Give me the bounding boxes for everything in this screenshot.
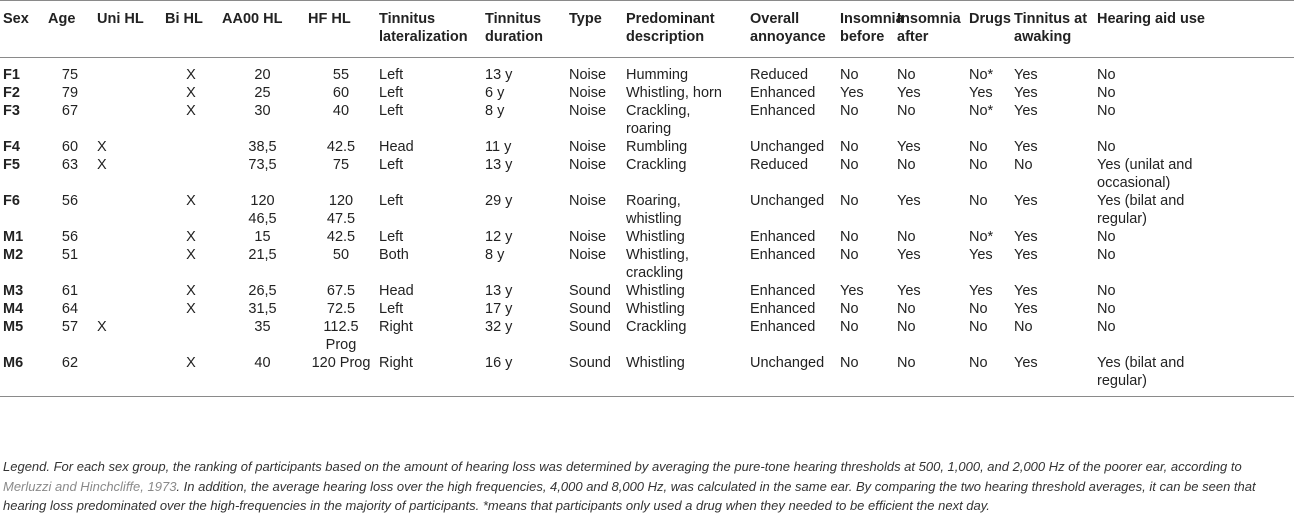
- cell-bi-hl: X: [186, 283, 196, 299]
- cell-type: Sound: [566, 354, 623, 397]
- cell-age: 67: [61, 103, 79, 119]
- cell-drugs: No*: [969, 103, 994, 119]
- legend-text-start: Legend. For each sex group, the ranking of participants based on the amount of hearing loss was determined by averaging the pure-tone hearing thresholds at 500, 1,000, and 2,000 Hz of the poorer ear, according to: [3, 459, 1242, 474]
- cell-uni-hl: [94, 84, 162, 102]
- cell-annoyance: Enhanced: [750, 319, 816, 335]
- cell-tinnitus-at-awaking: Yes: [1014, 67, 1038, 83]
- cell-hf-hl: 75: [332, 157, 350, 173]
- cell-duration: 12 y: [485, 229, 513, 245]
- cell-hf-hl: 50: [332, 247, 350, 263]
- cell-lateralization: Head: [379, 139, 414, 155]
- cell-uni-hl: [94, 102, 162, 138]
- cell-lateralization: Left: [379, 301, 404, 317]
- cell-lateralization: Head: [379, 283, 414, 299]
- cell-description: Crackling, roaring: [626, 103, 691, 137]
- cell-annoyance: Unchanged: [747, 354, 837, 397]
- cell-hf-hl: 120 Prog: [305, 354, 376, 397]
- column-header-uni-hl: Uni HL: [94, 1, 162, 58]
- cell-insomnia-before: No: [840, 157, 859, 173]
- cell-type: Noise: [569, 247, 607, 263]
- cell-hf-hl: 120 47.5: [326, 193, 356, 227]
- cell-age: 61: [61, 283, 79, 299]
- cell-hf-hl: 42.5: [326, 229, 356, 245]
- cell-insomnia-after: Yes: [897, 85, 921, 101]
- cell-duration: 13 y: [485, 67, 513, 83]
- cell-hearing-aid-use: No: [1097, 67, 1116, 83]
- column-header-type: Type: [566, 1, 623, 58]
- cell-age: 57: [61, 319, 79, 335]
- cell-annoyance: Reduced: [750, 157, 809, 173]
- cell-type: Noise: [569, 157, 607, 173]
- cell-hearing-aid-use: No: [1097, 139, 1116, 155]
- cell-bi-hl: X: [186, 85, 196, 101]
- cell-insomnia-before: No: [840, 229, 859, 245]
- table-row: [0, 138, 1294, 156]
- cell-annoyance: Enhanced: [750, 103, 816, 119]
- cell-duration: 13 y: [485, 283, 513, 299]
- cell-tinnitus-at-awaking: No: [1014, 319, 1033, 335]
- cell-duration: 6 y: [485, 85, 505, 101]
- cell-uni-hl: [94, 192, 162, 228]
- cell-bi-hl: [162, 138, 219, 156]
- cell-hearing-aid-use: Yes (unilat and occasional): [1097, 157, 1193, 191]
- cell-sex: F6: [3, 193, 20, 209]
- table-row: [0, 246, 1294, 282]
- cell-type: Sound: [569, 301, 611, 317]
- cell-aa00-hl: 40: [219, 354, 305, 397]
- cell-aa00-hl: 38,5: [248, 139, 277, 155]
- cell-type: Noise: [569, 67, 607, 83]
- cell-tinnitus-at-awaking: Yes: [1014, 103, 1038, 119]
- cell-bi-hl: X: [162, 354, 219, 397]
- cell-sex: M6: [0, 354, 45, 397]
- cell-lateralization: Left: [379, 193, 404, 209]
- cell-hf-hl: 72.5: [326, 301, 356, 317]
- column-header-insomnia-after: Insomnia after: [894, 1, 966, 58]
- cell-aa00-hl: 15: [254, 229, 271, 245]
- cell-hf-hl: 67.5: [326, 283, 356, 299]
- cell-uni-hl: X: [97, 157, 107, 173]
- cell-hearing-aid-use: No: [1097, 247, 1116, 263]
- cell-tinnitus-at-awaking: Yes: [1014, 283, 1038, 299]
- cell-type: Noise: [569, 139, 607, 155]
- cell-aa00-hl: 35: [254, 319, 271, 335]
- cell-hearing-aid-use: No: [1097, 103, 1116, 119]
- cell-drugs: No*: [969, 229, 994, 245]
- cell-hf-hl: 60: [332, 85, 350, 101]
- cell-drugs: Yes: [969, 85, 993, 101]
- cell-aa00-hl: 30: [254, 103, 271, 119]
- table-row: [0, 318, 1294, 354]
- cell-description: Crackling: [626, 319, 687, 335]
- cell-insomnia-after: No: [897, 103, 916, 119]
- cell-sex: M5: [3, 319, 24, 335]
- table-row: [0, 58, 1294, 85]
- column-header-hearing-aid-use: Hearing aid use: [1094, 1, 1294, 58]
- cell-duration: 32 y: [485, 319, 513, 335]
- table-row: [0, 354, 1294, 397]
- cell-type: Sound: [569, 319, 611, 335]
- legend-reference-link[interactable]: Merluzzi and Hinchcliffe, 1973: [3, 478, 177, 494]
- table-legend: [3, 457, 1291, 516]
- cell-bi-hl: X: [186, 229, 196, 245]
- cell-lateralization: Left: [379, 103, 404, 119]
- column-header-insomnia-before: Insomnia before: [837, 1, 894, 58]
- cell-aa00-hl: 20: [254, 67, 271, 83]
- cell-aa00-hl: 73,5: [248, 157, 277, 173]
- cell-tinnitus-at-awaking: Yes: [1014, 301, 1038, 317]
- header-row: [0, 1, 1294, 58]
- column-header-drugs: Drugs: [966, 1, 1011, 58]
- cell-insomnia-before: No: [840, 139, 859, 155]
- cell-drugs: No: [969, 157, 988, 173]
- cell-drugs: No: [969, 301, 988, 317]
- table-row: [0, 192, 1294, 228]
- cell-uni-hl: [94, 228, 162, 246]
- cell-uni-hl: [94, 354, 162, 397]
- cell-insomnia-after: No: [897, 301, 916, 317]
- cell-insomnia-before: No: [840, 67, 859, 83]
- cell-type: Noise: [569, 103, 607, 119]
- cell-tinnitus-at-awaking: Yes: [1014, 193, 1038, 209]
- cell-insomnia-before: Yes: [840, 283, 864, 299]
- cell-age: 63: [61, 157, 79, 173]
- cell-age: 56: [61, 193, 79, 209]
- cell-description: Crackling: [626, 157, 687, 173]
- cell-duration: 29 y: [485, 193, 513, 209]
- cell-sex: F2: [3, 85, 20, 101]
- cell-lateralization: Right: [376, 354, 482, 397]
- cell-insomnia-after: No: [897, 229, 916, 245]
- column-header-annoyance: Overall annoyance: [747, 1, 837, 58]
- column-header-sex: Sex: [0, 1, 45, 58]
- cell-type: Noise: [569, 85, 607, 101]
- cell-hf-hl: 112.5 Prog: [323, 319, 359, 353]
- cell-bi-hl: [162, 318, 219, 354]
- cell-uni-hl: X: [97, 319, 107, 335]
- cell-duration: 13 y: [485, 157, 513, 173]
- cell-duration: 8 y: [485, 103, 505, 119]
- column-header-age: Age: [45, 1, 94, 58]
- column-header-tinnitus-at-awaking: Tinnitus at awaking: [1011, 1, 1094, 58]
- cell-insomnia-after: No: [897, 319, 916, 335]
- cell-description: Whistling: [626, 301, 685, 317]
- cell-uni-hl: [94, 246, 162, 282]
- cell-sex: F3: [3, 103, 20, 119]
- cell-lateralization: Right: [379, 319, 413, 335]
- cell-annoyance: Enhanced: [750, 283, 816, 299]
- cell-hearing-aid-use: No: [1097, 229, 1116, 245]
- cell-uni-hl: [94, 300, 162, 318]
- cell-annoyance: Reduced: [750, 67, 809, 83]
- cell-lateralization: Left: [379, 85, 404, 101]
- cell-description: Whistling: [626, 229, 685, 245]
- cell-bi-hl: X: [186, 247, 196, 263]
- cell-description: Whistling, horn: [626, 85, 722, 101]
- cell-description: Roaring, whistling: [626, 193, 682, 227]
- cell-sex: M2: [3, 247, 24, 263]
- cell-type: Noise: [569, 193, 607, 209]
- cell-insomnia-after: No: [897, 157, 916, 173]
- cell-insomnia-after: Yes: [897, 139, 921, 155]
- cell-tinnitus-at-awaking: Yes: [1011, 354, 1094, 397]
- cell-hearing-aid-use: Yes (bilat and regular): [1097, 193, 1185, 227]
- legend-text-end: . In addition, the average hearing loss over the high frequencies, 4,000 and 8,000 Hz, was calculated in the same ear. By comparing the two hearing threshold averages, it can be seen that hearing loss predominated over the high-frequencies in the majority of participants. *means that participants only used a drug when they needed to be efficient the next day.: [3, 478, 1256, 513]
- cell-drugs: No: [969, 139, 988, 155]
- cell-sex: M1: [3, 229, 24, 245]
- cell-lateralization: Both: [379, 247, 409, 263]
- cell-aa00-hl: 120 46,5: [248, 193, 277, 227]
- cell-hearing-aid-use: No: [1097, 319, 1116, 335]
- table-row: [0, 84, 1294, 102]
- cell-insomnia-after: Yes: [897, 193, 921, 209]
- cell-bi-hl: X: [186, 301, 196, 317]
- table-row: [0, 282, 1294, 300]
- cell-uni-hl: X: [97, 139, 107, 155]
- cell-sex: M3: [3, 283, 24, 299]
- cell-insomnia-before: No: [840, 103, 859, 119]
- cell-drugs: No: [966, 354, 1011, 397]
- cell-insomnia-before: Yes: [840, 85, 864, 101]
- cell-lateralization: Left: [379, 229, 404, 245]
- cell-age: 79: [61, 85, 79, 101]
- cell-sex: F5: [3, 157, 20, 173]
- cell-hearing-aid-use: No: [1097, 85, 1116, 101]
- cell-sex: F4: [3, 139, 20, 155]
- cell-description: Rumbling: [626, 139, 688, 155]
- table-row: [0, 228, 1294, 246]
- cell-insomnia-after: No: [894, 354, 966, 397]
- cell-annoyance: Enhanced: [750, 229, 816, 245]
- cell-aa00-hl: 31,5: [248, 301, 277, 317]
- cell-description: Whistling: [623, 354, 747, 397]
- cell-drugs: No: [969, 319, 988, 335]
- cell-uni-hl: [94, 282, 162, 300]
- cell-annoyance: Unchanged: [750, 139, 825, 155]
- cell-age: 62: [45, 354, 94, 397]
- cell-insomnia-after: No: [897, 67, 916, 83]
- cell-hf-hl: 42.5: [326, 139, 356, 155]
- cell-bi-hl: X: [186, 103, 196, 119]
- cell-drugs: Yes: [969, 247, 993, 263]
- table-row: [0, 102, 1294, 138]
- cell-annoyance: Enhanced: [750, 247, 816, 263]
- cell-tinnitus-at-awaking: Yes: [1014, 229, 1038, 245]
- cell-description: Humming: [626, 67, 689, 83]
- cell-annoyance: Enhanced: [750, 85, 816, 101]
- cell-annoyance: Enhanced: [750, 301, 816, 317]
- table-row: [0, 300, 1294, 318]
- cell-drugs: No: [969, 193, 988, 209]
- table-row: [0, 156, 1294, 192]
- cell-aa00-hl: 25: [254, 85, 271, 101]
- cell-hearing-aid-use: No: [1097, 301, 1116, 317]
- cell-type: Sound: [569, 283, 611, 299]
- cell-hf-hl: 55: [332, 67, 350, 83]
- cell-lateralization: Left: [379, 157, 404, 173]
- cell-bi-hl: X: [186, 67, 196, 83]
- column-header-lateralization: Tinnitus lateralization: [376, 1, 482, 58]
- cell-age: 64: [61, 301, 79, 317]
- cell-bi-hl: X: [186, 193, 196, 209]
- table-header: [0, 1, 1294, 58]
- column-header-bi-hl: Bi HL: [162, 1, 219, 58]
- cell-duration: 8 y: [485, 247, 505, 263]
- cell-insomnia-after: Yes: [897, 283, 921, 299]
- cell-annoyance: Unchanged: [750, 193, 825, 209]
- cell-tinnitus-at-awaking: No: [1014, 157, 1033, 173]
- cell-aa00-hl: 21,5: [248, 247, 277, 263]
- column-header-description: Predominant description: [623, 1, 747, 58]
- cell-age: 75: [61, 67, 79, 83]
- cell-insomnia-before: No: [837, 354, 894, 397]
- cell-insomnia-before: No: [840, 319, 859, 335]
- cell-description: Whistling, crackling: [626, 247, 689, 281]
- column-header-duration: Tinnitus duration: [482, 1, 566, 58]
- cell-sex: M4: [3, 301, 24, 317]
- cell-drugs: No*: [969, 67, 994, 83]
- table-body: [0, 58, 1294, 397]
- cell-insomnia-before: No: [840, 193, 859, 209]
- cell-insomnia-after: Yes: [897, 247, 921, 263]
- cell-aa00-hl: 26,5: [248, 283, 277, 299]
- cell-insomnia-before: No: [840, 301, 859, 317]
- cell-lateralization: Left: [379, 67, 404, 83]
- cell-tinnitus-at-awaking: Yes: [1014, 247, 1038, 263]
- cell-sex: F1: [3, 67, 20, 83]
- cell-age: 51: [61, 247, 79, 263]
- cell-type: Noise: [569, 229, 607, 245]
- cell-hf-hl: 40: [332, 103, 350, 119]
- cell-bi-hl: [162, 156, 219, 192]
- cell-tinnitus-at-awaking: Yes: [1014, 139, 1038, 155]
- cell-age: 56: [61, 229, 79, 245]
- cell-hearing-aid-use: No: [1097, 283, 1116, 299]
- cell-duration: 17 y: [485, 301, 513, 317]
- cell-age: 60: [61, 139, 79, 155]
- cell-tinnitus-at-awaking: Yes: [1014, 85, 1038, 101]
- cell-insomnia-before: No: [840, 247, 859, 263]
- cell-uni-hl: [94, 58, 162, 85]
- cell-duration: 11 y: [485, 139, 512, 155]
- column-header-aa00-hl: AA00 HL: [219, 1, 305, 58]
- cell-hearing-aid-use: Yes (bilat and regular): [1094, 354, 1294, 397]
- cell-drugs: Yes: [969, 283, 993, 299]
- column-header-hf-hl: HF HL: [305, 1, 376, 58]
- cell-description: Whistling: [626, 283, 685, 299]
- cell-duration: 16 y: [482, 354, 566, 397]
